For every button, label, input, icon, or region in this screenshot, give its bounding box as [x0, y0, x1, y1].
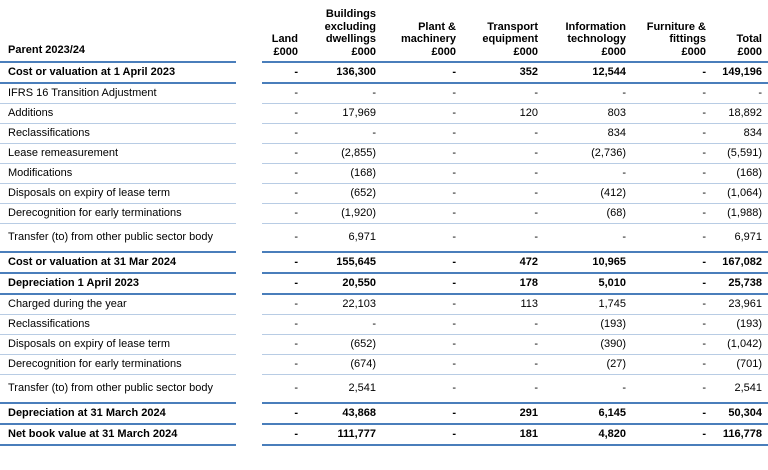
- cell-buildings: (168): [304, 163, 382, 183]
- cell-plant: -: [382, 103, 462, 123]
- cell-buildings: 155,645: [304, 252, 382, 273]
- cell-buildings: 17,969: [304, 103, 382, 123]
- row-label: Depreciation at 31 March 2024: [0, 403, 236, 424]
- cell-plant: -: [382, 83, 462, 103]
- cell-transport: -: [462, 354, 544, 374]
- row-label: Derecognition for early terminations: [0, 354, 236, 374]
- cell-plant: -: [382, 223, 462, 252]
- row-gutter: [236, 123, 262, 143]
- row-label: Cost or valuation at 1 April 2023: [0, 62, 236, 83]
- cell-buildings: -: [304, 123, 382, 143]
- row-label: Additions: [0, 103, 236, 123]
- cell-land: -: [262, 183, 304, 203]
- table-row: [0, 424, 768, 445]
- row-gutter: [236, 403, 262, 424]
- cell-transport: 113: [462, 294, 544, 314]
- cell-total: 167,082: [712, 252, 768, 273]
- cell-plant: -: [382, 334, 462, 354]
- cell-transport: -: [462, 223, 544, 252]
- cell-transport: -: [462, 203, 544, 223]
- col-header-transport-l1: equipment: [482, 33, 538, 45]
- col-header-land-unit: £000: [273, 45, 298, 58]
- table-row: [0, 403, 768, 424]
- table-row: [0, 223, 768, 252]
- col-header-buildings-l1: excluding: [324, 20, 376, 33]
- cell-furniture: -: [632, 334, 712, 354]
- cell-buildings: (674): [304, 354, 382, 374]
- cell-transport: 472: [462, 252, 544, 273]
- row-label: IFRS 16 Transition Adjustment: [0, 83, 236, 103]
- cell-land: -: [262, 223, 304, 252]
- cell-land: -: [262, 374, 304, 403]
- cell-plant: -: [382, 273, 462, 294]
- cell-plant: -: [382, 424, 462, 445]
- cell-it: (27): [544, 354, 632, 374]
- row-gutter: [236, 314, 262, 334]
- cell-furniture: -: [632, 424, 712, 445]
- cell-total: 25,738: [712, 273, 768, 294]
- table-row: [0, 252, 768, 273]
- cell-land: -: [262, 252, 304, 273]
- cell-transport: 352: [462, 62, 544, 83]
- cell-plant: -: [382, 123, 462, 143]
- cell-it: 5,010: [544, 273, 632, 294]
- col-header-land-l0: Land: [271, 33, 298, 45]
- cell-land: -: [262, 103, 304, 123]
- cell-transport: 178: [462, 273, 544, 294]
- col-header-buildings: [304, 0, 382, 62]
- table-row: [0, 294, 768, 314]
- col-header-furniture-l0: Furniture &: [646, 20, 706, 33]
- cell-it: 10,965: [544, 252, 632, 273]
- cell-furniture: -: [632, 354, 712, 374]
- cell-it: -: [544, 163, 632, 183]
- cell-transport: 291: [462, 403, 544, 424]
- col-header-furniture-unit: £000: [681, 45, 706, 58]
- cell-transport: -: [462, 163, 544, 183]
- table-row: [0, 183, 768, 203]
- row-label: Cost or valuation at 31 Mar 2024: [0, 252, 236, 273]
- cell-total: (1,064): [712, 183, 768, 203]
- row-gutter: [236, 183, 262, 203]
- cell-land: -: [262, 354, 304, 374]
- col-header-plant-l0: Plant &: [418, 20, 456, 33]
- row-gutter: [236, 424, 262, 445]
- cell-transport: -: [462, 374, 544, 403]
- cell-plant: -: [382, 62, 462, 83]
- cell-transport: -: [462, 83, 544, 103]
- cell-total: 2,541: [712, 374, 768, 403]
- cell-furniture: -: [632, 314, 712, 334]
- cell-it: 6,145: [544, 403, 632, 424]
- table-row: [0, 203, 768, 223]
- row-gutter: [236, 374, 262, 403]
- cell-total: 18,892: [712, 103, 768, 123]
- table-row: [0, 62, 768, 83]
- row-gutter: [236, 354, 262, 374]
- col-header-plant-unit: £000: [431, 45, 456, 58]
- col-header-buildings-l2: dwellings: [325, 33, 376, 45]
- cell-plant: -: [382, 294, 462, 314]
- row-label: Reclassifications: [0, 123, 236, 143]
- col-header-total: [712, 0, 768, 62]
- cell-total: (168): [712, 163, 768, 183]
- cell-plant: -: [382, 252, 462, 273]
- col-header-it-l1: technology: [567, 33, 626, 45]
- col-header-it-l0: Information: [565, 20, 626, 33]
- table-row: [0, 314, 768, 334]
- row-gutter: [236, 62, 262, 83]
- row-label: Modifications: [0, 163, 236, 183]
- cell-plant: -: [382, 143, 462, 163]
- cell-furniture: -: [632, 83, 712, 103]
- cell-buildings: 2,541: [304, 374, 382, 403]
- cell-buildings: (2,855): [304, 143, 382, 163]
- cell-land: -: [262, 273, 304, 294]
- col-header-total-l0: Total: [736, 33, 762, 45]
- row-label: Lease remeasurement: [0, 143, 236, 163]
- cell-buildings: 6,971: [304, 223, 382, 252]
- cell-plant: -: [382, 354, 462, 374]
- cell-buildings: 20,550: [304, 273, 382, 294]
- row-gutter: [236, 334, 262, 354]
- col-header-land: [262, 0, 304, 62]
- cell-transport: 181: [462, 424, 544, 445]
- cell-furniture: -: [632, 143, 712, 163]
- row-label: Reclassifications: [0, 314, 236, 334]
- cell-it: 834: [544, 123, 632, 143]
- table-body: [0, 62, 768, 445]
- cell-plant: -: [382, 203, 462, 223]
- row-gutter: [236, 163, 262, 183]
- cell-total: (1,988): [712, 203, 768, 223]
- row-label: Transfer (to) from other public sector body: [0, 223, 236, 252]
- col-header-transport: [462, 0, 544, 62]
- cell-furniture: -: [632, 273, 712, 294]
- cell-total: (5,591): [712, 143, 768, 163]
- cell-land: -: [262, 163, 304, 183]
- row-gutter: [236, 143, 262, 163]
- table-row: [0, 103, 768, 123]
- table-row: [0, 123, 768, 143]
- cell-total: 23,961: [712, 294, 768, 314]
- cell-plant: -: [382, 374, 462, 403]
- row-label: Derecognition for early terminations: [0, 203, 236, 223]
- cell-total: (193): [712, 314, 768, 334]
- col-header-plant-l1: machinery: [400, 33, 456, 45]
- cell-total: 50,304: [712, 403, 768, 424]
- col-header-transport-l0: Transport: [487, 20, 538, 33]
- col-header-total-unit: £000: [737, 45, 762, 58]
- row-label: Charged during the year: [0, 294, 236, 314]
- cell-plant: -: [382, 314, 462, 334]
- row-gutter: [236, 294, 262, 314]
- cell-transport: 120: [462, 103, 544, 123]
- cell-plant: -: [382, 403, 462, 424]
- cell-buildings: (1,920): [304, 203, 382, 223]
- cell-land: -: [262, 294, 304, 314]
- header-gutter: [236, 0, 262, 62]
- cell-total: 116,778: [712, 424, 768, 445]
- cell-furniture: -: [632, 62, 712, 83]
- cell-furniture: -: [632, 223, 712, 252]
- cell-it: 1,745: [544, 294, 632, 314]
- row-gutter: [236, 273, 262, 294]
- cell-it: (2,736): [544, 143, 632, 163]
- cell-it: -: [544, 223, 632, 252]
- cell-furniture: -: [632, 294, 712, 314]
- cell-total: 149,196: [712, 62, 768, 83]
- cell-total: -: [712, 83, 768, 103]
- cell-buildings: -: [304, 314, 382, 334]
- cell-plant: -: [382, 163, 462, 183]
- cell-it: (412): [544, 183, 632, 203]
- col-header-furniture-l1: fittings: [669, 33, 706, 45]
- cell-transport: -: [462, 143, 544, 163]
- cell-furniture: -: [632, 252, 712, 273]
- table-row: [0, 163, 768, 183]
- cell-buildings: 43,868: [304, 403, 382, 424]
- cell-total: (701): [712, 354, 768, 374]
- cell-furniture: -: [632, 403, 712, 424]
- cell-it: (68): [544, 203, 632, 223]
- row-gutter: [236, 252, 262, 273]
- col-header-buildings-l0: Buildings: [325, 8, 376, 20]
- table-row: [0, 374, 768, 403]
- col-header-plant: [382, 0, 462, 62]
- table-row: [0, 83, 768, 103]
- cell-it: 803: [544, 103, 632, 123]
- cell-buildings: (652): [304, 334, 382, 354]
- cell-land: -: [262, 403, 304, 424]
- cell-land: -: [262, 123, 304, 143]
- cell-furniture: -: [632, 203, 712, 223]
- table-head: [0, 0, 768, 62]
- cell-buildings: -: [304, 83, 382, 103]
- col-header-it: [544, 0, 632, 62]
- cell-land: -: [262, 334, 304, 354]
- cell-land: -: [262, 83, 304, 103]
- cell-transport: -: [462, 123, 544, 143]
- cell-plant: -: [382, 183, 462, 203]
- table-title-cell: Parent 2023/24: [0, 0, 236, 62]
- cell-it: -: [544, 374, 632, 403]
- cell-land: -: [262, 143, 304, 163]
- col-header-it-unit: £000: [601, 45, 626, 58]
- cell-it: -: [544, 83, 632, 103]
- row-gutter: [236, 83, 262, 103]
- cell-land: -: [262, 62, 304, 83]
- cell-total: 6,971: [712, 223, 768, 252]
- cell-transport: -: [462, 314, 544, 334]
- cell-it: (193): [544, 314, 632, 334]
- row-label: Depreciation 1 April 2023: [0, 273, 236, 294]
- row-label: Disposals on expiry of lease term: [0, 183, 236, 203]
- row-gutter: [236, 203, 262, 223]
- row-label: Net book value at 31 March 2024: [0, 424, 236, 445]
- col-header-buildings-unit: £000: [351, 45, 376, 58]
- cell-it: 12,544: [544, 62, 632, 83]
- cell-total: (1,042): [712, 334, 768, 354]
- col-header-transport-unit: £000: [513, 45, 538, 58]
- cell-buildings: 136,300: [304, 62, 382, 83]
- row-gutter: [236, 103, 262, 123]
- table-row: [0, 143, 768, 163]
- cell-land: -: [262, 314, 304, 334]
- table-row: [0, 273, 768, 294]
- cell-total: 834: [712, 123, 768, 143]
- cell-land: -: [262, 424, 304, 445]
- col-header-furniture: [632, 0, 712, 62]
- cell-furniture: -: [632, 123, 712, 143]
- cell-buildings: (652): [304, 183, 382, 203]
- row-label: Disposals on expiry of lease term: [0, 334, 236, 354]
- cell-transport: -: [462, 183, 544, 203]
- cell-furniture: -: [632, 163, 712, 183]
- cell-buildings: 22,103: [304, 294, 382, 314]
- row-gutter: [236, 223, 262, 252]
- table-row: [0, 354, 768, 374]
- cell-land: -: [262, 203, 304, 223]
- table-row: [0, 334, 768, 354]
- cell-furniture: -: [632, 183, 712, 203]
- cell-buildings: 111,777: [304, 424, 382, 445]
- cell-transport: -: [462, 334, 544, 354]
- row-label: Transfer (to) from other public sector body: [0, 374, 236, 403]
- cell-it: 4,820: [544, 424, 632, 445]
- header-row: [0, 0, 768, 62]
- cell-furniture: -: [632, 374, 712, 403]
- cell-it: (390): [544, 334, 632, 354]
- cell-furniture: -: [632, 103, 712, 123]
